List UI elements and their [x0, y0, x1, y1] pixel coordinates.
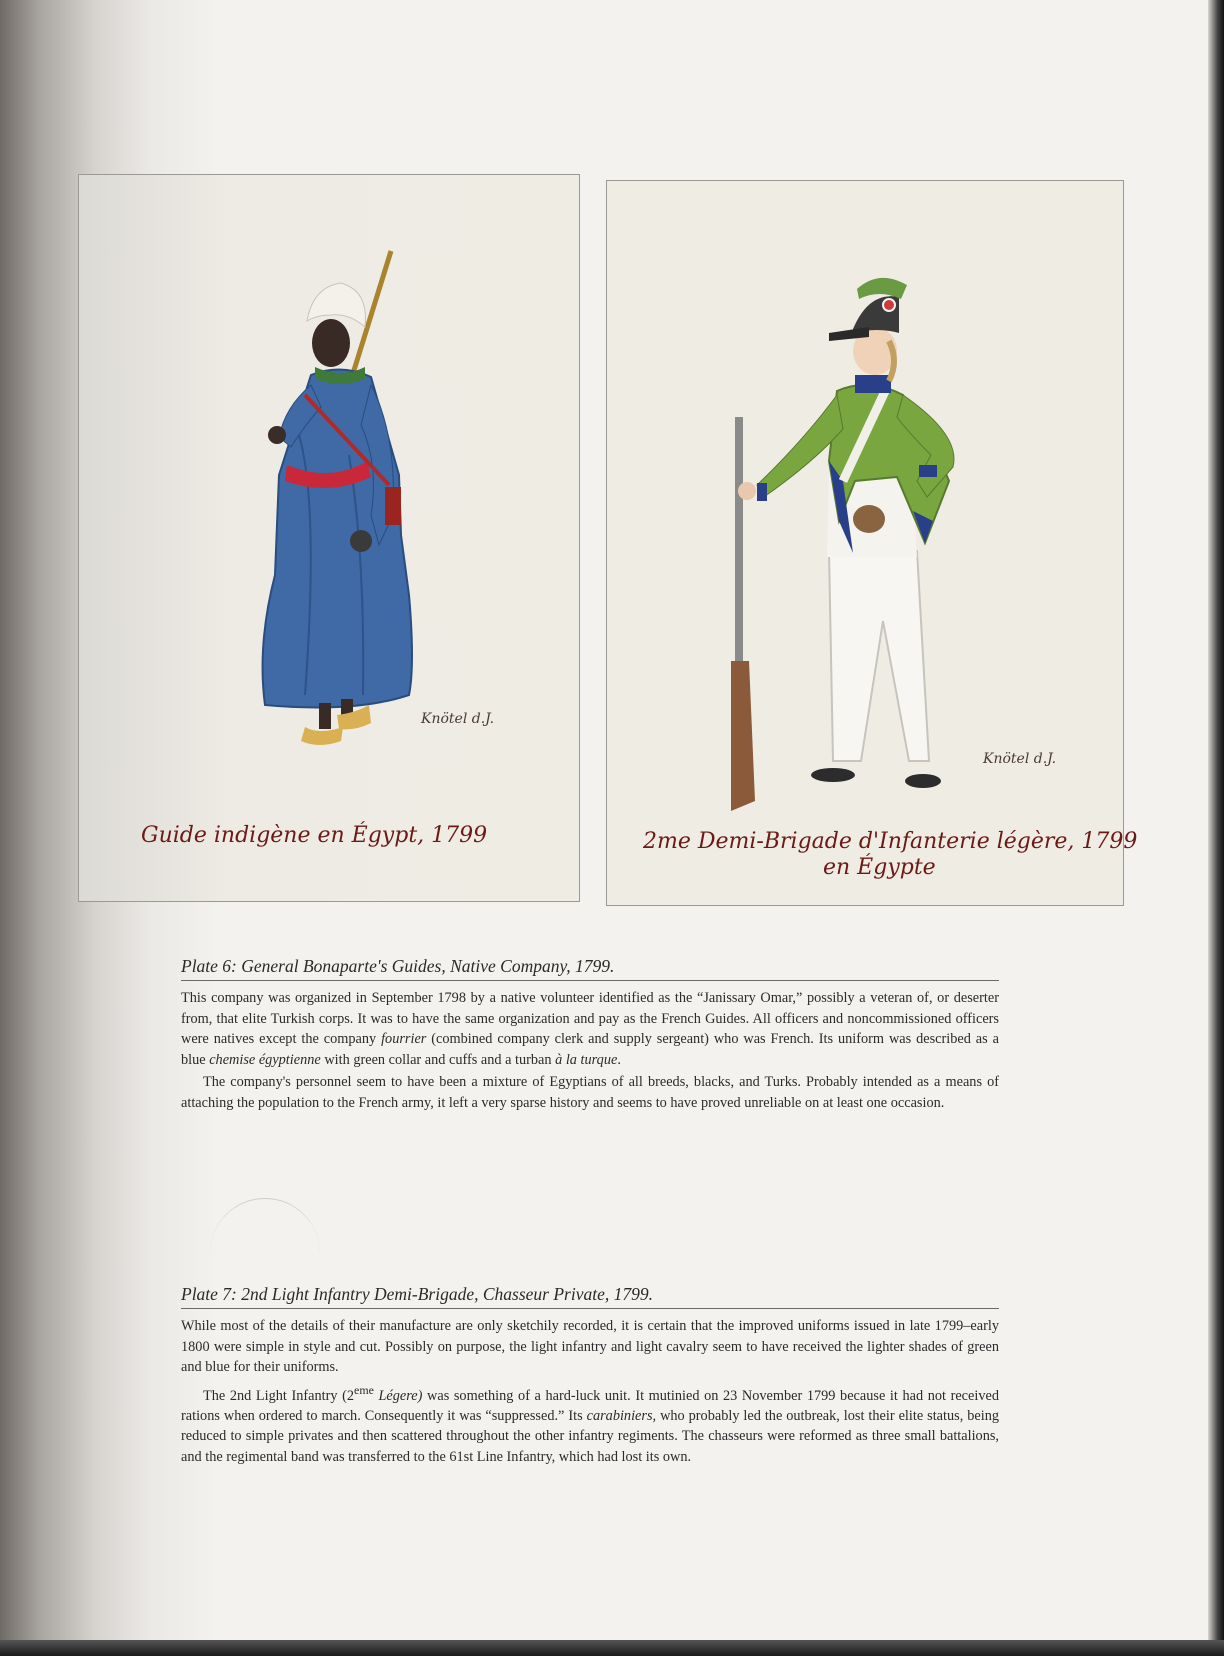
page-smudge — [210, 1198, 320, 1259]
plate-6-signature: Knötel d.J. — [421, 711, 495, 727]
plate-7-paragraph-1: While most of the details of their manufacture are only sketchily recorded, it is certain that the improved uniforms issued in late 1799–early 1800 were simple in style and cut. Possibly on purpose, the light infantry and light cavalry seem to have received the lighter shades of green and blue for their uniforms. — [181, 1318, 999, 1375]
plate-7-caption-line2: en Égypte — [823, 855, 936, 880]
term-chemise: chemise égyptienne — [209, 1051, 321, 1068]
superscript-eme: eme — [354, 1382, 374, 1397]
plate-6-description — [181, 988, 999, 1113]
text-run: with green collar and cuffs and a turban — [320, 1051, 556, 1068]
text-run: (combined company clerk and supply sergeant) who was French. Its uniform was described as a blue — [181, 1031, 999, 1068]
text-run: The 2nd Light Infantry (2 — [203, 1387, 355, 1404]
plate-6-illustration — [78, 174, 580, 902]
plate-7-signature: Knötel d.J. — [983, 751, 1057, 767]
plate-7-heading: Plate 7: 2nd Light Infantry Demi-Brigade, Chasseur Private, 1799. — [181, 1284, 999, 1309]
page-edge — [1208, 0, 1224, 1656]
term-carabiniers: carabiniers, — [586, 1407, 657, 1424]
term-a-la-turque: à la turque — [555, 1051, 618, 1068]
text-run: This company was organized in September 1798 by a native volunteer identified as the “Janissary Omar,” possibly a veteran of, or deserter from, that elite Turkish corps. It was to have the same organization and pay as the French Guides. All officers and noncommissioned officers were natives except the company — [181, 990, 999, 1047]
chasseur-figure-drawing — [607, 181, 1123, 905]
text-run: . — [617, 1051, 621, 1068]
book-bottom-edge — [0, 1640, 1224, 1656]
plate-7-paragraph-2 — [181, 1380, 999, 1468]
plate-7-illustration — [606, 180, 1138, 906]
plate-6-paragraph-1 — [181, 988, 999, 1070]
term-fourrier: fourrier — [381, 1031, 427, 1047]
plate-6-paragraph-2: The company's personnel seem to have been a mixture of Egyptians of all breeds, blacks, and Turks. Probably intended as a means of attaching the population to the French army, it left a very sparse history and seems to have proved unreliable on at least one occasion. — [181, 1074, 999, 1111]
plate-6-heading: Plate 6: General Bonaparte's Guides, Native Company, 1799. — [181, 956, 999, 981]
text-run: was something of a hard-luck unit. It mutinied on 23 November 1799 because it had not received rations when ordered to march. Consequently it was “suppressed.” Its — [181, 1387, 999, 1424]
text-run: who probably led the outbreak, lost their elite status, being reduced to simple privates and then scattered throughout the other infantry regiments. The chasseurs were reformed as three small battalions, and the regimental band was transferred to the 61st Line Infantry, which had lost its own. — [181, 1407, 999, 1465]
term-legere: Légere) — [373, 1387, 423, 1404]
plate-7-description — [181, 1316, 999, 1467]
guide-figure-drawing — [79, 175, 579, 901]
plate-6-caption: Guide indigène en Égypt, 1799 — [141, 823, 488, 848]
plate-7-caption-line1: 2me Demi-Brigade d'Infanterie légère, 1799 — [643, 829, 1138, 854]
